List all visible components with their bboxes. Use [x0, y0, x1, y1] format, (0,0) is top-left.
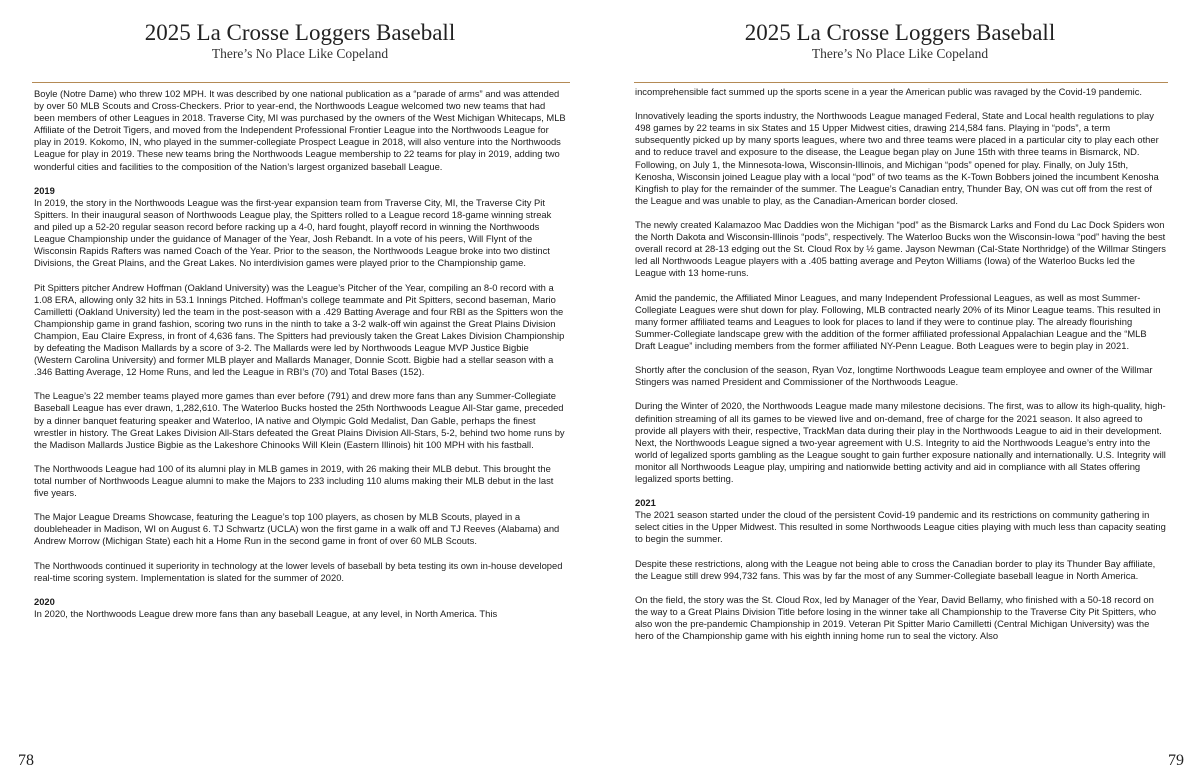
page-title: 2025 La Crosse Loggers Baseball	[144, 20, 456, 45]
paragraph: On the field, the story was the St. Cloud Rox, led by Manager of the Year, David Bellamy, who finished with a 50-18 record on the way to a Great Plains Division Title before losing in the winner take all Championship to the Traverse City Pit Spitters, who also won the pre-pandemic Championship in 2019. Veteran Pit Spitter Mario Camilletti (Central Michigan University) was the hero of the Championship game with his eighth inning home run to seal the victory. Also	[635, 593, 1157, 642]
paragraph: During the Winter of 2020, the Northwoods League made many milestone decisions. The first, was to allow its high-quality, high-definition streaming of all its games to be viewed live and on-demand, free of charge for the 2021 season. It also agreed to provide all players with their, respective, TrackMan data during their play in the Northwoods League to aid in their development. Next, the Northwoods League signed a two-year agreement with U.S. Integrity to aid the Northwoods League’s entry into the world of legalized sports gambling as the League sought to gain further exposure nationally and internationally. U.S. Integrity will monitor all Northwoods League play, umpiring and nationwide betting activity and aid in compliance with all States offering legalized sports betting.	[635, 400, 1166, 484]
page-subtitle: There’s No Place Like Copeland	[811, 46, 989, 61]
paragraph: The Major League Dreams Showcase, featuring the League’s top 100 players, as chosen by MLB Scouts, played in a doubleheader in Madison, WI on August 6. TJ Schwartz (UCLA) won the first game in a walk off and TJ Reeves (Alabama) and Andrew Morrow (Michigan State) each hit a Home Run in the second game in front of over 60 MLB Scouts.	[34, 511, 560, 547]
paragraph: The Northwoods League had 100 of its alumni play in MLB games in 2019, with 26 making their MLB debut. This brought the total number of Northwoods League alumni to make the Majors to 233 including 110 alums making their MLB debut in the last five years.	[34, 462, 554, 499]
header-rule	[32, 82, 570, 83]
page-number: 79	[1168, 752, 1184, 769]
right-page	[600, 0, 1200, 776]
paragraph: Shortly after the conclusion of the season, Ryan Voz, longtime Northwoods League team employee and owner of the Willmar Stingers was named President and Commissioner of the Northwoods League.	[635, 364, 1153, 388]
paragraph: The League’s 22 member teams played more games than ever before (791) and drew more fans than any Summer-Collegiate Baseball League has ever drawn, 1,282,610. The Waterloo Bucks hosted the 25th Northwoods League All-Star game, preceded by a dinner banquet featuring speaker and Waterloo, IA native and Olympic Gold Medalist, Dan Gable, perhaps the finest wrestler in history. The Great Lakes Division All-Stars defeated the Great Plains Division All-Stars, 5-2, behind two home runs by the Madison Mallards Justice Bigbie as the Lakeshore Chinooks Will Klein (Eastern Illinois) hit 100 MPH with his fastball.	[34, 390, 565, 450]
paragraph: The 2021 season started under the cloud of the persistent Covid-19 pandemic and its restrictions on community gathering in select cities in the Upper Midwest. This resulted in some Northwoods League cities playing with much less than capacity seating to begin the summer.	[635, 509, 1166, 545]
year-heading: 2020	[34, 595, 55, 607]
page-number: 78	[18, 752, 34, 769]
page-subtitle: There’s No Place Like Copeland	[211, 46, 389, 61]
page-title: 2025 La Crosse Loggers Baseball	[744, 20, 1056, 45]
paragraph: In 2020, the Northwoods League drew more fans than any baseball League, at any level, in North America. This	[34, 608, 498, 620]
paragraph: Pit Spitters pitcher Andrew Hoffman (Oakland University) was the League’s Pitcher of the Year, compiling an 8-0 record with a 1.08 ERA, allowing only 32 hits in 53.1 Innings Pitched. Hoffman’s college teammate and Pit Spitters, second baseman, Mario Camilletti (Oakland University) led the team in the post-season with a .429 Batting Average and four RBI as the Spitters won the Championship game in grand fashion, scoring two runs in the ninth to take a 3-2 walk-off win against the Great Plains Division Champion, Eau Claire Express, in front of 4,636 fans. The Spitters had previously taken the Great Lakes Division Championship by defeating the Madison Mallards by a score of 3-2. The Mallards were led by Northwoods League MVP Justice Bigbie (Western Carolina University) and former MLB player and Mallards Manager, Donnie Scott. Bigbie had a stellar season with a .346 Batting Average, 12 Home Runs, and led the League in RBI’s (70) and Total Bases (152).	[34, 281, 565, 378]
paragraph: In 2019, the story in the Northwoods League was the first-year expansion team from Traverse City, MI, the Traverse City Pit Spitters. In their inaugural season of Northwoods League play, the Spitters rolled to a League record 18-game winning streak and piled up a 52-20 regular season record before racking up a 4-0, hard fought, playoff record in winning the Northwoods League Championship under the guidance of Manager of the Year, Josh Rebandt. In a vote of his peers, Will Flynt of the Wisconsin Rapids Rafters was named Coach of the Year. Prior to the season, the Northwoods League broke into two distinct Divisions, the Great Plains, and the Great Lakes. No interdivision games were played prior to the Championship game.	[34, 196, 552, 269]
paragraph: The Northwoods continued it superiority in technology at the lower levels of baseball by beta testing its own in-house developed real-time scoring system. Implementation is slated for the summer of 2020.	[34, 559, 563, 583]
year-heading: 2021	[635, 497, 656, 509]
paragraph: Innovatively leading the sports industry, the Northwoods League managed Federal, State and Local health regulations to play 498 games by 22 teams in six States and 15 Upper Midwest cities, drawing 214,584 fans. Playing in “pods”, a term subsequently picked up by many sports leagues, where two and three teams were placed in a particular city to play each other and to reduce travel and exposure to the disease, the League began play on June 15th with three teams in Bismarck, ND. Following, on July 1, the Minnesota-Iowa, Wisconsin-Illinois, and Michigan “pods” opened for play. Finally, on July 15th, Kenosha, Wisconsin joined League play with a local “pod” of two teams as the K-Town Bobbers joined the incumbent Kenosha Kingfish to play for the remainder of the summer. The League’s Canadian entry, Thunder Bay, ON was cut off from the rest of the League and was unable to play, as the Canadian-American border closed.	[635, 110, 1159, 206]
paragraph: The newly created Kalamazoo Mac Daddies won the Michigan “pod” as the Bismarck Larks and Fond du Lac Dock Spiders won the North Dakota and Wisconsin-Illinois “pods”, respectively. The Waterloo Bucks won the Wisconsin-Iowa “pod” having the best overall record at 28-13 edging out the St. Cloud Rox by ½ game. Jayson Newman (Cal-State Northridge) of the Willmar Stingers led all Northwoods League players with a .405 batting average and Peyton Williams (Iowa) of the Waterloo Bucks led the League with 13 home-runs.	[635, 219, 1166, 279]
header-rule	[634, 82, 1168, 83]
body-text	[635, 86, 1167, 654]
paragraph: Boyle (Notre Dame) who threw 102 MPH. It was described by one national publication as a “parade of arms” and was attended by over 50 MLB Scouts and Cross-Checkers. Prior to year-end, the Northwoods League welcomed two new teams that had been members of other Leagues in 2018. Traverse City, MI was purchased by the owners of the West Michigan Whitecaps, MLB Affiliate of the Detroit Tigers, and moved from the Independent Professional Frontier League into the Northwoods League for play in 2019. Kokomo, IN, who played in the summer-collegiate Prospect League in 2018, will also venture into the Northwoods League for play in 2019. These new teams bring the Northwoods League membership to 22 teams for play in 2019, adding two wonderful cities and facilities to the composition of the Nation’s largest organized baseball League.	[34, 88, 566, 172]
paragraph: Amid the pandemic, the Affiliated Minor Leagues, and many Independent Professional Leagues, as well as most Summer-Collegiate Leagues were shut down for play. Following, MLB contracted nearly 20% of its Minor League teams. This resulted in many former affiliated teams and Leagues to look for places to land if they were to continue play. The already flourishing Summer-Collegiate landscape grew with the addition of the former affiliated professional Appalachian League and the “MLB Draft League” including members from the former affiliated NY-Penn League. Both Leagues were to begin play in 2021.	[635, 291, 1161, 351]
paragraph: Despite these restrictions, along with the League not being able to cross the Canadian border to play its Thunder Bay affiliate, the League still drew 994,732 fans. This was by far the most of any Summer-Collegiate baseball league in North America.	[635, 557, 1156, 581]
paragraph: incomprehensible fact summed up the sports scene in a year the American public was ravaged by the Covid-19 pandemic.	[635, 86, 1143, 97]
year-heading: 2019	[34, 184, 55, 196]
body-text	[34, 88, 566, 632]
